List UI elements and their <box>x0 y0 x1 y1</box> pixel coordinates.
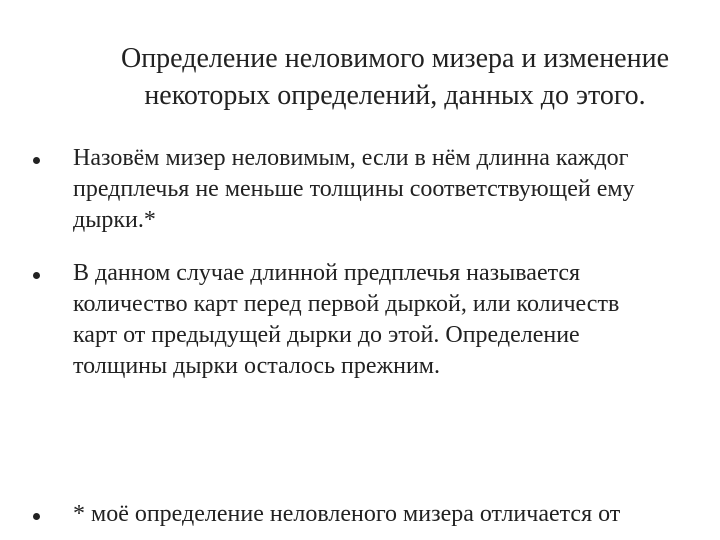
bullet-text <box>73 143 635 236</box>
bullet-line: Назовём мизер неловимым, если в нём длинна каждог <box>73 145 629 171</box>
bullet-line: толщины дырки осталось прежним. <box>73 353 440 379</box>
bullet-line: дырки.* <box>73 207 156 233</box>
bullet-line: предплечья не меньше толщины соответствующей ему <box>73 176 635 202</box>
slide-title <box>70 40 720 114</box>
title-line: Определение неловимого мизера и изменение <box>120 43 670 74</box>
bullet-dot-icon <box>33 513 40 520</box>
bullet-line: В данном случае длинной предплечья называется <box>73 260 581 286</box>
bullet-line: * моё определение неловленого мизера отличается от <box>73 501 621 527</box>
bullet-line: количество карт перед первой дыркой, или количеств <box>73 291 620 317</box>
bullet-text <box>73 258 619 382</box>
title-line: некоторых определений, данных до этого. <box>144 80 646 111</box>
bullet-dot-icon <box>33 272 40 279</box>
bullet-line: карт от предыдущей дырки до этой. Определение <box>73 322 580 348</box>
bullet-text <box>73 499 620 530</box>
bullet-dot-icon <box>33 157 40 164</box>
